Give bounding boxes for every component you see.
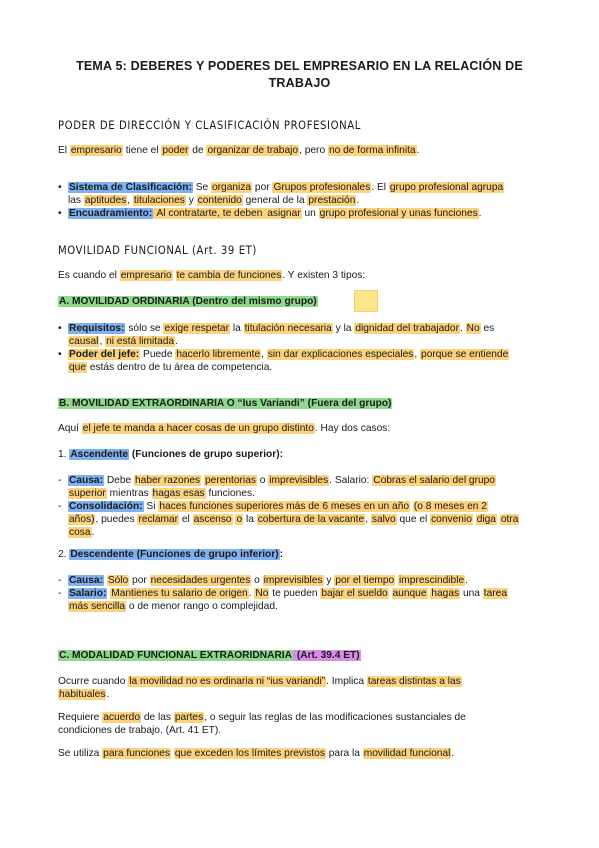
text: Requiere: [58, 712, 103, 723]
highlight: porque se entiende: [421, 349, 509, 360]
text: para la: [325, 748, 363, 759]
text: el: [179, 514, 193, 525]
highlight-label: Causa:: [69, 475, 103, 486]
text: (Funciones de grupo superior): [129, 449, 280, 460]
highlight: que: [69, 362, 86, 373]
text: por: [252, 182, 273, 193]
text: sólo se: [125, 323, 164, 334]
doc-title-line1: TEMA 5: DEBERES Y PODERES DEL EMPRESARIO EN LA RELACIÓN DE: [76, 59, 523, 73]
highlight: tarea: [483, 588, 508, 599]
paragraph-ocurre-cont: [58, 688, 109, 701]
text: que el: [396, 514, 431, 525]
highlight: empresario: [120, 270, 172, 281]
highlight: que exceden los límites previstos: [174, 748, 325, 759]
text: , o seguir las reglas de las modificaciones sustanciales de: [204, 712, 466, 723]
section-heading-direccion: PODER DE DIRECCIÓN Y CLASIFICACIÓN PROFESIONAL: [58, 119, 361, 132]
text: , pero: [299, 145, 328, 156]
list-number: 1.: [58, 449, 70, 460]
highlight: perentorias: [204, 475, 256, 486]
highlight: titulación necesaria: [244, 323, 332, 334]
text: Puede: [140, 349, 176, 360]
highlight: bajar el sueldo: [321, 588, 388, 599]
highlight: cobertura de la vacante: [257, 514, 365, 525]
highlight: o: [236, 514, 243, 525]
highlight: tareas distintas a las: [367, 676, 461, 687]
text: ,: [414, 349, 421, 360]
text: .: [175, 336, 178, 347]
highlight: habituales: [59, 689, 106, 700]
dash-glyph: -: [58, 475, 62, 486]
text: y la: [332, 323, 355, 334]
paragraph-se-utiliza: [58, 747, 454, 760]
highlight: aptitudes: [84, 195, 127, 206]
text: la: [243, 514, 257, 525]
highlight: titulaciones: [133, 195, 185, 206]
highlight: otra: [500, 514, 519, 525]
highlight: diga: [476, 514, 496, 525]
item-asc-causa-cont: [68, 487, 255, 500]
item-asc-consolidacion-cont1: [68, 513, 519, 526]
bullet-glyph: •: [58, 182, 62, 193]
text: :: [279, 449, 284, 460]
bullet-sistema-cont: [68, 194, 359, 207]
highlight: prestación: [308, 195, 356, 206]
text: .: [248, 588, 255, 599]
highlight: cosa: [69, 527, 91, 538]
text: es: [480, 323, 495, 334]
text: te pueden: [269, 588, 321, 599]
text: Si: [143, 501, 159, 512]
highlight: superior: [69, 488, 106, 499]
bullet-poder-jefe-cont: [68, 361, 272, 374]
item-asc-consolidacion: [58, 500, 488, 513]
highlight: partes: [174, 712, 204, 723]
highlight: empresario: [70, 145, 122, 156]
dash-glyph: -: [58, 588, 62, 599]
bullet-poder-jefe: [58, 348, 509, 361]
highlight-label: Encuadramiento:: [69, 208, 153, 219]
highlight: (o 8 meses en 2: [413, 501, 487, 512]
text: Se: [192, 182, 211, 193]
highlight: ascenso: [193, 514, 232, 525]
highlight-label: Poder del jefe:: [69, 349, 140, 360]
highlight: imprevisibles: [269, 475, 329, 486]
text: o: [256, 475, 269, 486]
highlight-heading: B. MOVILIDAD EXTRAORDINARIA O “Ius Variandi” (Fuera del grupo): [59, 398, 392, 409]
text: Aquí: [58, 423, 82, 434]
text: un: [301, 208, 319, 219]
bullet-glyph: •: [58, 349, 62, 360]
text: de: [189, 145, 207, 156]
text: Debe: [103, 475, 134, 486]
text: .: [106, 689, 110, 700]
subheading-ordinaria: [58, 295, 318, 308]
highlight: el jefe te manda a hacer cosas de un grupo distinto: [82, 423, 314, 434]
highlight: haber razones: [135, 475, 201, 486]
text: .: [356, 195, 360, 206]
highlight: exige respetar: [164, 323, 229, 334]
text: ,: [261, 349, 267, 360]
highlight: No: [255, 588, 269, 599]
text: . Salario:: [329, 475, 373, 486]
text: las: [68, 195, 84, 206]
highlight: Cobras el salario del grupo: [373, 475, 495, 486]
text: El: [58, 145, 70, 156]
text: .: [478, 208, 482, 219]
highlight-label: Salario:: [69, 588, 107, 599]
highlight: la movilidad no es ordinaria ni “ius variandi”: [129, 676, 326, 687]
bullet-sistema: [58, 181, 504, 194]
paragraph-requiere-cont: [58, 724, 221, 737]
text: o: [251, 575, 263, 586]
text: Ocurre cuando: [58, 676, 129, 687]
highlight-label: Descendente (Funciones de grupo inferior): [70, 549, 279, 560]
text: Es cuando el: [58, 270, 120, 281]
text: de las: [141, 712, 174, 723]
subheading-extraordinaria: [58, 397, 392, 410]
bullet-requisitos: [58, 322, 494, 335]
text: general de la: [242, 195, 308, 206]
bullet-requisitos-cont: [68, 335, 178, 348]
case-descendente: [58, 548, 283, 561]
yellow-swatch: [354, 290, 378, 312]
highlight: más sencilla: [69, 601, 126, 612]
highlight: Grupos profesionales: [273, 182, 371, 193]
highlight: reclamar: [138, 514, 179, 525]
highlight: necesidades urgentes: [150, 575, 251, 586]
highlight-label: Causa:: [69, 575, 103, 586]
highlight: poder: [162, 145, 189, 156]
highlight-label: Sistema de Clasificación:: [69, 182, 192, 193]
dash-glyph: -: [58, 501, 62, 512]
highlight: hagas esas: [152, 488, 205, 499]
text: . Y existen 3 tipos:: [282, 270, 366, 281]
highlight: hagas: [431, 588, 460, 599]
text: estás dentro de tu área de competencia.: [87, 362, 273, 373]
text: ,: [365, 514, 371, 525]
highlight: hacerlo libremente: [176, 349, 261, 360]
text: .: [416, 145, 420, 156]
highlight: grupo profesional y unas funciones: [319, 208, 478, 219]
text: ,: [99, 336, 106, 347]
highlight: Al contratarte, te deben: [154, 208, 266, 219]
text: y: [323, 575, 335, 586]
text: .: [465, 575, 468, 586]
item-desc-salario-cont: [68, 600, 278, 613]
highlight: acuerdo: [103, 712, 141, 723]
item-asc-causa: [58, 474, 496, 487]
text: .: [91, 527, 95, 538]
highlight: salvo: [371, 514, 396, 525]
highlight-label: Requisitos:: [69, 323, 125, 334]
text: .: [459, 323, 466, 334]
item-desc-salario: [58, 587, 508, 600]
highlight: aunque: [392, 588, 427, 599]
subheading-modalidad: [58, 649, 361, 662]
highlight: asignar: [267, 208, 301, 219]
highlight: Mantienes tu salario de origen: [111, 588, 248, 599]
bullet-encuadramiento: [58, 207, 482, 220]
highlight: Sólo: [107, 575, 129, 586]
highlight: años): [69, 514, 95, 525]
highlight: ni está limitada: [106, 336, 175, 347]
text: funciones.: [205, 488, 255, 499]
highlight-label: Consolidación:: [69, 501, 143, 512]
bullet-glyph: •: [58, 323, 62, 334]
text: tiene el: [122, 145, 162, 156]
highlight: haces funciones superiores más de 6 meses en un año: [159, 501, 410, 512]
text: la: [230, 323, 244, 334]
text: . Implica: [326, 676, 367, 687]
highlight-heading: A. MOVILIDAD ORDINARIA (Dentro del mismo grupo): [59, 296, 317, 307]
item-asc-consolidacion-cont2: [68, 526, 94, 539]
paragraph-poder: [58, 144, 419, 157]
text: una: [460, 588, 483, 599]
highlight: movilidad funcional: [363, 748, 451, 759]
text: por: [129, 575, 150, 586]
list-number: 2.: [58, 549, 70, 560]
highlight-label: Ascendente: [70, 449, 129, 460]
highlight: te cambia de funciones: [176, 270, 282, 281]
highlight: organizar de trabajo: [207, 145, 299, 156]
text: , puedes: [95, 514, 138, 525]
bullet-glyph: •: [58, 208, 62, 219]
paragraph-requiere: [58, 711, 466, 724]
highlight-heading: C. MODALIDAD FUNCIONAL EXTRAORIDNARIA: [59, 650, 292, 661]
highlight: organiza: [212, 182, 252, 193]
highlight: causal: [69, 336, 99, 347]
highlight-reference: (Art. 39.4 ET): [293, 650, 360, 661]
paragraph-extraordinaria-intro: [58, 422, 390, 435]
highlight: No: [466, 323, 480, 334]
paragraph-movilidad-intro: [58, 269, 365, 282]
case-ascendente: [58, 448, 283, 461]
highlight: convenio: [431, 514, 472, 525]
dash-glyph: -: [58, 575, 62, 586]
highlight: no de forma infinita: [328, 145, 416, 156]
text: . El: [371, 182, 389, 193]
text: . Hay dos casos:: [314, 423, 391, 434]
text: mientras: [106, 488, 152, 499]
highlight: contenido: [197, 195, 242, 206]
text: Se utiliza: [58, 748, 103, 759]
doc-title-line2: TRABAJO: [268, 76, 331, 90]
text: o de menor rango o complejidad.: [126, 601, 278, 612]
highlight: sin dar explicaciones especiales: [267, 349, 414, 360]
highlight: imprescindible: [399, 575, 465, 586]
text: ,: [127, 195, 133, 206]
highlight: para funciones: [103, 748, 171, 759]
item-desc-causa: [58, 574, 468, 587]
highlight: grupo profesional agrupa: [389, 182, 504, 193]
section-heading-movilidad: MOVILIDAD FUNCIONAL (Art. 39 ET): [58, 244, 257, 257]
highlight: imprevisibles: [263, 575, 323, 586]
text: .: [451, 748, 455, 759]
highlight: por el tiempo: [335, 575, 395, 586]
highlight: dignidad del trabajador: [355, 323, 459, 334]
paragraph-ocurre: [58, 675, 462, 688]
text: condiciones de trabajo. (Art. 41 ET).: [58, 725, 222, 736]
text: y: [185, 195, 197, 206]
text: :: [279, 549, 284, 560]
